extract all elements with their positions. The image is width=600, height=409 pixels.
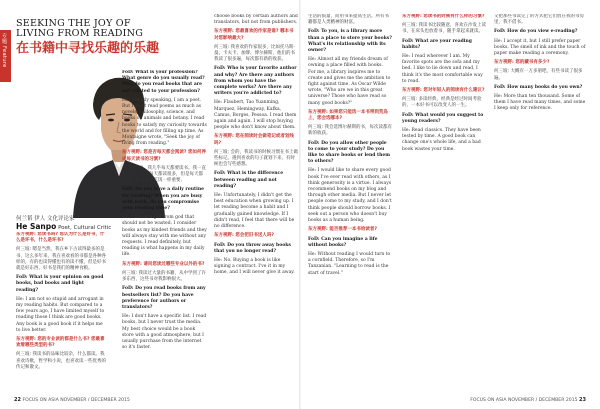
interview-answer: 何三坡: 我读书比较随意，喜欢在沙发上读书，在床头也放着书，随手拿起来就读。 (402, 23, 486, 35)
interview-question: FoD: What is the difference between reading and not reading? (214, 171, 284, 189)
interview-answer: 何三坡: 我读书的品味比较杂，什么都读。我喜欢诗歌，哲学和小说，也喜欢读一些优秀的传记和散文。 (16, 352, 106, 370)
caption-name-en: He Sanpo (16, 222, 57, 231)
interview-question: FoD: Do you allow other people to come to your study? Do you like to share books or lend them to others? (308, 140, 390, 165)
interview-question: 东方视野: 您最喜欢的作家是谁? 哪本书对您影响最大? (214, 29, 294, 41)
interview-answer: He: Frankly speaking, I am a poet. But I don't read poems as much as novels, philosophy, science, and books on animals and botany. I read books to satisfy my curiosity towards the world and for filling up time. As Montaigne wrote, "Seek the joy of living from reading." (122, 97, 207, 147)
text-column-2 (122, 70, 207, 396)
interview-answer: He: Unfortunately, I didn't get the best education when growing up. I let reading become a habit and I gradually gained knowledge. If I didn't read, I feel that there will be no difference. (214, 193, 295, 230)
caption-role-en: Poet, Cultural Critic (58, 225, 112, 231)
page-gutter (299, 0, 301, 409)
text-column-3 (214, 14, 298, 396)
interview-answer: 生活的质量，而用书来提高生活。所有书籍都是人类精神的财富。 (308, 14, 389, 26)
interview-question: FoD: What is your profession? What genre do you usually read? Why do you read books that are not related to your profession? (122, 70, 205, 94)
interview-answer: He: Read classics. They have been tested by time. A good book can change one's whole life, and a bad book wastes your time. (402, 128, 481, 152)
page-number-left: 22 (14, 397, 21, 403)
interview-question: FoD: How many books do you own? (494, 84, 583, 90)
interview-question: 东方视野: 能否推荐一本书给读者? (308, 227, 377, 233)
issue-right: NOVEMBER / DECEMBER 2015 (507, 398, 578, 403)
text-column-1 (16, 232, 106, 396)
interview-question: FoD: To you, is a library more than a place to store your books? What's its relationship with its owner? (308, 29, 392, 54)
magazine-name-left: FOCUS ON ASIA (22, 398, 59, 403)
interview-question: 东方视野: 您在阅读时会做笔记或者划线吗? (214, 134, 294, 146)
interview-answer: 何三坡: 我喜欢的作家很多，比如托马斯·曼、卡夫卡、加缪、博尔赫斯，他们的书我读了很多遍，每次都有新的收获。 (214, 44, 295, 63)
interview-answer: He: I am not so stupid and arrogant in my reading habits. But compared to a few years ago, I have limited myself to reading those I think are good books. Any book is a good book if it helps me to live better. (16, 296, 105, 333)
interview-answer: 又把那些书读完了的方式把它们放在我的书房里，我不借书。 (494, 14, 584, 26)
page-number-right: 23 (579, 397, 586, 403)
magazine-name-right: FOCUS ON ASIA (470, 398, 507, 403)
interview-question: 东方视野: 您读书的时候有什么样的习惯? (402, 14, 485, 19)
interview-answer: He: More than ten thousand. Some of them I have read many times, and some I keep only for reference. (494, 94, 586, 112)
text-column-4 (308, 14, 392, 396)
folio-right (470, 397, 586, 403)
interview-answer: 何三坡: 我读过大量的书籍，从中学到了许多东西，这些书对我影响很大。 (122, 270, 206, 283)
interview-question: FoD: How do you view e-reading? (494, 29, 578, 35)
interview-answer: He: I don't have a specific list. I read books, but I never trust the media. My best choice would be a book store with a good atmosphere, but I usually purchase from the internet so it's faster. (122, 314, 207, 351)
section-tab (0, 30, 11, 82)
interview-answer: He: I read wherever I am. My favorite spots are the sofa and my bed. I like to lie down and read, I think it's the most comfortable way to read. (402, 54, 483, 84)
interview-answer: He: Almost all my friends dream of owning a place filled with books. For me, a library inspires me to create and gives me the ambition to fight against time. As Oscar Wilde wrote, "Who are we in this great universe? Those who have read so many good books?" (308, 57, 391, 106)
interview-question: FoD: Do you throw away books that you no longer read? (214, 242, 291, 254)
interview-question: 东方视野: 您读书吗? 您认为什么是好书，什么是坏书，什么是坏书? (16, 232, 105, 244)
interview-answer: 何三坡: 我会选博尔赫斯的书，每次读都有新的收获。 (308, 125, 392, 137)
interview-question: FoD: Do you have a daily routine for reading? When you are busy with work, do you compromise your reading time? (122, 187, 204, 212)
interview-answer: 何三坡: 大概有一万多册吧，有些书读了很多遍。 (494, 69, 583, 81)
article-title-en: SEEKING THE JOY OF LIVING FROM READING (16, 18, 144, 39)
section-tab-label: 专题 Feature (1, 33, 7, 68)
interview-answer: He: I accept it, but I still prefer paper books. The smell of ink and the touch of paper make reading a ceremony. (494, 38, 586, 57)
interview-question: 东方视野: 您的专业读的都是什么书? 您最喜欢看哪些类型的书? (16, 337, 105, 349)
folio-left (14, 397, 130, 403)
interview-question: FoD: What would you suggest to young readers? (402, 112, 484, 124)
caption-name-cn: 何兰韬 (16, 216, 33, 222)
interview-question: 东方视野: 如果您只能选一本书带到荒岛上，您会选哪本? (308, 109, 388, 122)
interview-question: 东方视野: 您的藏书有多少? (494, 60, 550, 66)
caption-role-cn: 伊人 文化评论家 (34, 216, 75, 222)
interview-question: FoD: What are your reading habits? (402, 38, 472, 50)
interview-answer: He: I would like to share every good book I've ever read with others, as I think generosity is a virtue. I always recommend books on my blog and through other media. But I never let people come to my study, and I don't think people should borrow books. I seek out a person who doesn't buy books as a human being. (308, 168, 392, 224)
interview-question: FoD: Can you imagine a life without books? (308, 236, 378, 248)
interview-question: FoD: What is your opinion on good books, bad books and light reading? (16, 275, 104, 293)
text-column-6 (494, 14, 588, 396)
interview-answer: 何三坡: 多读经典，经典是经过时间考验的，一本好书可以改变人的一生。 (402, 97, 482, 109)
article-title-cn: 在书籍中寻找乐趣的乐趣 (16, 41, 160, 56)
interview-question: 东方视野: 您对年轻人的阅读有什么建议? (402, 88, 485, 94)
interview-answer: choose books by certain authors and translators, but not from publishers. (214, 14, 298, 26)
interview-answer: He: Without reading I would turn to a cornfield. Therefore, so I'm Tanzanian. "Learning to read is the start of travel." (308, 251, 391, 276)
interview-answer: He: Time is a gift from god that should not be wasted. I consider books as my kindest friends and they will always stay with me without any requests. I read definitely, but reading is what happens in my daily life. (122, 215, 207, 258)
interview-question: 东方视野: 请问您读过哪些专业以外的书? (122, 261, 205, 267)
interview-question: 东方视野: 您是否每天都会阅读? 您如何养成每天读书的习惯? (122, 150, 207, 162)
interview-question: FoD: Who is your favorite author and why? Are there any authors from whom you have the complete works? Are there any writers you're addicted to? (214, 66, 297, 97)
interview-question: FoD: Do you read books from any bestsellers list? Do you have preference for authors or translators? (122, 286, 206, 310)
interview-answer: He: No. Buying a book is like signing a contract. I've it in my home, and I will never give it away. (214, 257, 295, 276)
issue-left: NOVEMBER / DECEMBER 2015 (60, 398, 130, 403)
interview-question: 东方视野: 您会把旧书送人吗? (214, 233, 274, 239)
text-column-5 (402, 14, 486, 396)
interview-answer: 何三坡: 会的，我读书的时候习惯在书上做些标记，遇到喜欢的句子就划下来，有时候也会写些感想。 (214, 149, 298, 168)
interview-answer: 何三坡: 嗯是当然，我在乡下古读得最多的是书，这么多年来，我在喜欢看的书都是各种各样的，有的也读得懂也有的读不懂，但是好书就是好东西，好书是我们的精神食粮。 (16, 247, 106, 272)
interview-answer: 何三坡: 对，我几乎每天都要读书。我一直在阅读，不是每天都读很多，但是每天都会读，读书就像吃饭一样重要。 (122, 165, 206, 184)
interview-answer: He: Flaubert, Tao Yuanming, Marquez, Hemingway, Kafka, Camus, Borges, Pessoa. I read them again and again. I will stop buying people who don't know about them. (214, 100, 297, 131)
